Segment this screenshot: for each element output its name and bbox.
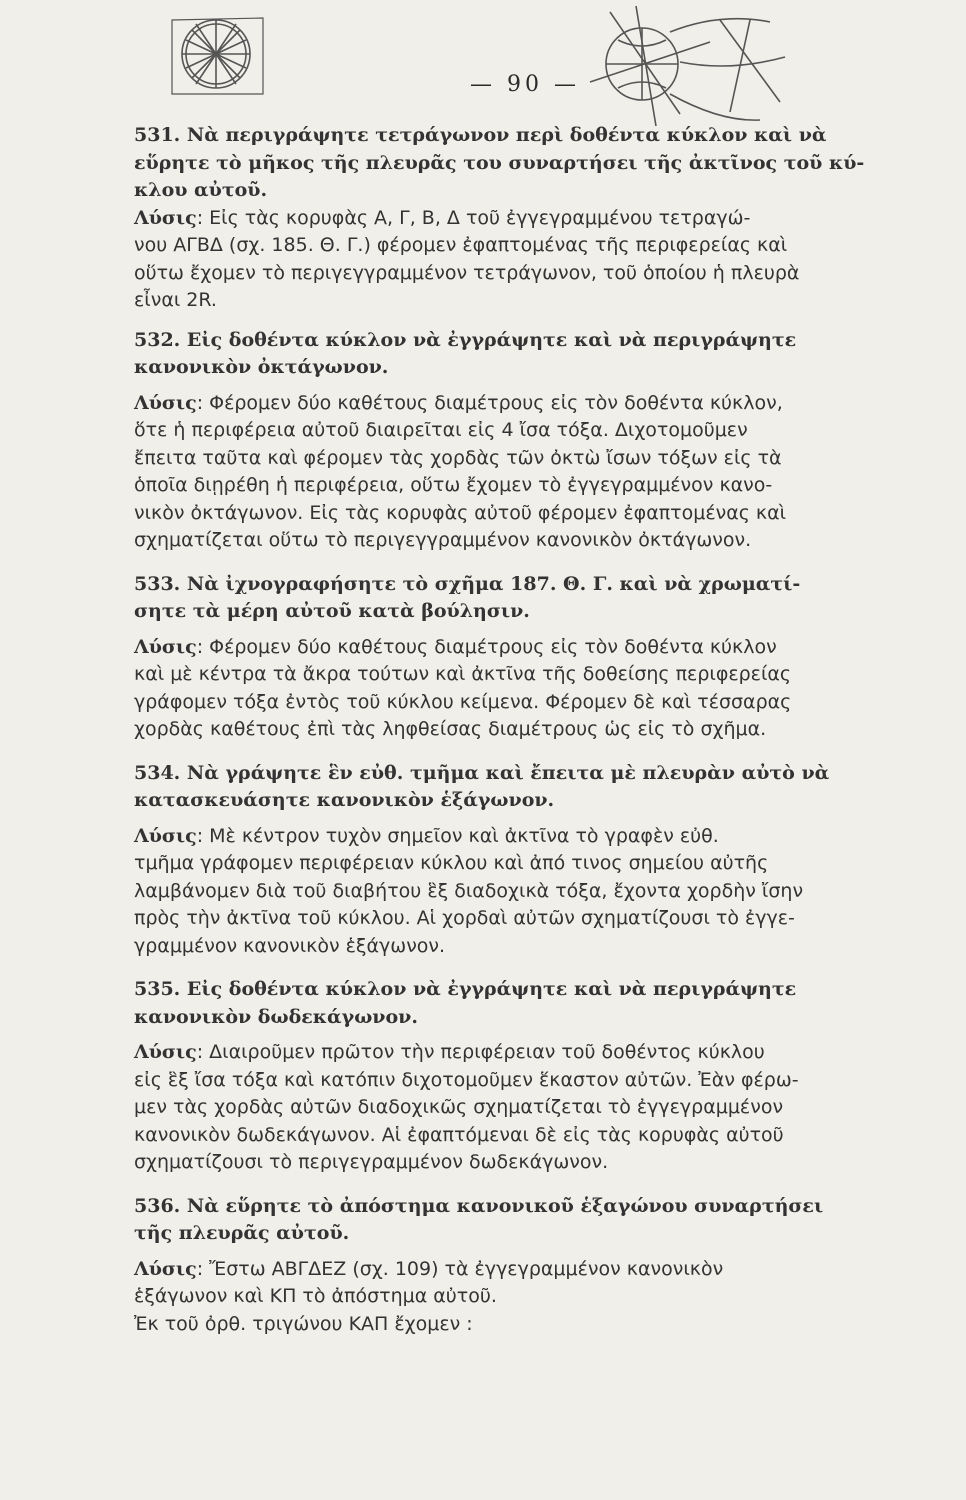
solution-line: ἔπειτα ταῦτα καὶ φέρομεν τὰς χορδὰς τῶν ὀκτὼ ἴσων τόξων εἰς τὰ [134, 446, 782, 469]
solution-line: εἰς ἓξ ἴσα τόξα καὶ κατόπιν διχοτομοῦμεν ἕκαστον αὐτῶν. Ἐὰν φέρω- [134, 1068, 799, 1091]
problem-title-line: κανονικὸν δωδεκάγωνον. [134, 1005, 418, 1028]
solution-label: Λύσις [134, 635, 197, 658]
problem-title-line: κανονικὸν ὀκτάγωνον. [134, 356, 389, 378]
problem-title-line [134, 122, 890, 150]
problem-532 [134, 327, 890, 555]
solution-line: πρὸς τὴν ἀκτῖνα τοῦ κύκλου. Αἱ χορδαὶ αὐτῶν σχηματίζουσι τὸ ἐγγε- [134, 907, 795, 929]
problem-title-line: 534. Νὰ γράψητε ἓν εὐθ. τμῆμα καὶ ἔπειτα μὲ πλευρὰν αὐτὸ νὰ [134, 761, 830, 784]
solution-line: ὅτε ἡ περιφέρεια αὐτοῦ διαιρεῖται εἰς 4 ἴσα τόξα. Διχοτομοῦμεν [134, 419, 748, 441]
problem-title-line: τῆς πλευρᾶς αὐτοῦ. [134, 1222, 350, 1244]
page-number: — 90 — [470, 72, 580, 97]
solution-line: γράφομεν τόξα ἐντὸς τοῦ κύκλου κείμενα. Φέρομεν δὲ καὶ τέσσαρας [134, 690, 792, 713]
solution-line: Ἐκ τοῦ ὀρθ. τριγώνου ΚΑΠ ἔχομεν : [134, 1312, 473, 1335]
solution-line: κανονικὸν δωδεκάγωνον. Αἱ ἐφαπτόμεναι δὲ εἰς τὰς κορυφὰς αὐτοῦ [134, 1123, 784, 1146]
problem-title-line: κλου αὐτοῦ. [134, 179, 268, 201]
problem-title-line: 536. Νὰ εὕρητε τὸ ἀπόστημα κανονικοῦ ἑξαγώνου συναρτήσει [134, 1194, 824, 1217]
pencil-sketch-circle-figure [570, 2, 800, 137]
solution-line: σχηματίζουσι τὸ περιγεγραμμένον δωδεκάγωνον. [134, 1151, 609, 1173]
problem-number: 535. [134, 978, 181, 1000]
solution-line: γραμμένον κανονικὸν ἑξάγωνον. [134, 934, 446, 957]
problem-number: 533. [134, 572, 181, 595]
problem-title-line: εὕρητε τὸ μῆκος τῆς πλευρᾶς του συναρτήσει τῆς ἀκτῖνος τοῦ κύ- [134, 151, 865, 174]
problem-531 [134, 122, 890, 315]
solution-line: μεν τὰς χορδὰς αὐτῶν διαδοχικῶς σχηματίζεται τὸ ἐγγεγραμμένον [134, 1096, 784, 1118]
solution-line: Λύσις: Φέρομεν δύο καθέτους διαμέτρους εἰς τὸν δοθέντα κύκλον [134, 635, 777, 658]
page-content [134, 122, 890, 1338]
solution-label: Λύσις [134, 391, 197, 414]
problem-number: 531. [134, 124, 181, 146]
solution-line: τμῆμα γράφομεν περιφέρειαν κύκλου καὶ ἀπό τινος σημείου αὐτῆς [134, 852, 769, 874]
problem-536 [134, 1193, 890, 1339]
problem-title-line: 535. Εἰς δοθέντα κύκλον νὰ ἐγγράψητε καὶ νὰ περιγράψητε [134, 978, 797, 1000]
solution-line: Λύσις: Μὲ κέντρον τυχὸν σημεῖον καὶ ἀκτῖνα τὸ γραφὲν εὐθ. [134, 824, 719, 847]
problem-number: 532. [134, 328, 181, 351]
problem-535 [134, 976, 890, 1177]
solution-line: σχηματίζεται οὕτω τὸ περιγεγγραμμένον κανονικὸν ὀκτάγωνον. [134, 529, 752, 551]
solution-line: νου ΑΓΒΔ (σχ. 185. Θ. Γ.) φέρομεν ἐφαπτομένας τῆς περιφερείας καὶ [134, 234, 788, 256]
solution-line: Λύσις: Εἰς τὰς κορυφὰς Α, Γ, Β, Δ τοῦ ἐγγεγραμμένου τετραγώ- [134, 206, 751, 229]
solution-line: Λύσις: Φέρομεν δύο καθέτους διαμέτρους εἰς τὸν δοθέντα κύκλον, [134, 391, 783, 414]
solution-line: χορδὰς καθέτους ἐπὶ τὰς ληφθείσας διαμέτρους ὡς εἰς τὸ σχῆμα. [134, 718, 767, 740]
problem-number: 534. [134, 761, 181, 784]
solution-line: λαμβάνομεν διὰ τοῦ διαβήτου ἓξ διαδοχικὰ τόξα, ἔχοντα χορδὴν ἴσην [134, 879, 804, 902]
problem-534 [134, 760, 890, 961]
solution-label: Λύσις [134, 824, 197, 847]
pencil-sketch-star-circle [168, 10, 268, 98]
problem-title-line: σητε τὰ μέρη αὐτοῦ κατὰ βούλησιν. [134, 600, 530, 622]
solution-line: νικὸν ὀκτάγωνον. Εἰς τὰς κορυφὰς αὐτοῦ φέρομεν ἐφαπτομένας καὶ [134, 501, 787, 524]
solution-line: Λύσις: Ἔστω ΑΒΓΔΕΖ (σχ. 109) τὰ ἐγγεγραμμένον κανονικὸν [134, 1257, 724, 1280]
solution-line: Λύσις: Διαιροῦμεν πρῶτον τὴν περιφέρειαν τοῦ δοθέντος κύκλου [134, 1041, 765, 1063]
solution-label: Λύσις [134, 1257, 197, 1280]
problem-title-line: 533. Νὰ ἰχνογραφήσητε τὸ σχῆμα 187. Θ. Γ. καὶ νὰ χρωματί- [134, 572, 801, 595]
problem-533 [134, 571, 890, 744]
solution-line: εἶναι 2R. [134, 289, 217, 311]
problem-title: 531. Νὰ περιγράψητε τετράγωνον περὶ δοθέντα κύκλον καὶ νὰ [134, 124, 827, 146]
solution-line: οὕτω ἔχομεν τὸ περιγεγγραμμένον τετράγωνον, τοῦ ὁποίου ἡ πλευρὰ [134, 261, 800, 284]
solution-line: καὶ μὲ κέντρα τὰ ἄκρα τούτων καὶ ἀκτῖνα τῆς δοθείσης περιφερείας [134, 663, 792, 685]
solution-line: ἑξάγωνον καὶ ΚΠ τὸ ἀπόστημα αὐτοῦ. [134, 1285, 497, 1307]
solution-label: Λύσις [134, 1041, 197, 1063]
problem-number: 536. [134, 1194, 181, 1217]
problem-title-line: 532. Εἰς δοθέντα κύκλον νὰ ἐγγράψητε καὶ νὰ περιγράψητε [134, 328, 797, 351]
problem-title-line: κατασκευάσητε κανονικὸν ἑξάγωνον. [134, 789, 555, 811]
solution-label: Λύσις [134, 206, 197, 229]
solution-line: ὁποῖα διῃρέθη ἡ περιφέρεια, οὕτω ἔχομεν τὸ ἐγγεγραμμένον κανο- [134, 474, 773, 496]
